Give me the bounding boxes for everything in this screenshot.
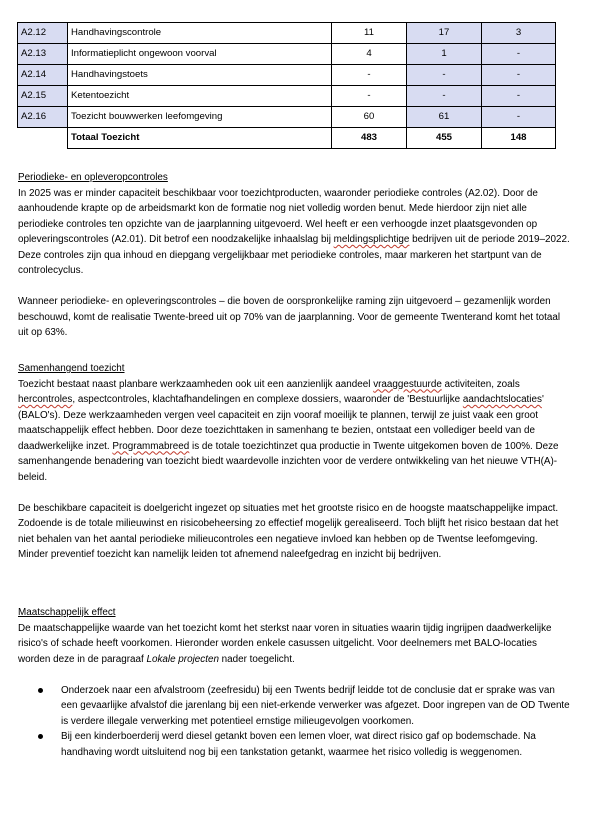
row-value-3: - [482,44,556,65]
table-row [18,65,556,86]
section-heading: Maatschappelijk effect [18,607,116,618]
text-run: ' (BALO's). Deze werkzaamheden vergen veel capaciteit en zijn vooraf moeilijk te plannen, terwijl ze juist vaak een groot maatschappelijk effect hebben. Door deze toezichttaken in samenhang te bezien, ontstaat een vollediger beeld van de daadwerkelijke inzet. [18,394,544,452]
section-periodieke [18,170,570,341]
table-row [18,107,556,128]
section-maatschappelijk [18,605,570,760]
spellcheck-word: aandachtslocaties [462,394,542,405]
table-row [18,23,556,44]
total-label: Totaal Toezicht [68,128,332,149]
bullet-icon [38,688,43,693]
row-value-2: - [407,86,482,107]
text-run: , aspectcontroles, klachtafhandelingen en complexe dossiers, waaronder de 'Bestuurlijke [72,394,463,405]
text-run: In 2025 was er minder capaciteit beschikbaar voor toezichtproducten, waaronder periodieke controles (A2.02). Door de aanhoudende krapte op de arbeidsmarkt kon de formatie nog niet volledig worden benut. Mede hierdoor zijn niet alle periodieke controles ten opzichte van de jaarplanning uitgevoerd. Wel heeft er een verhoogde inzet plaatsgevonden op opleveringscontroles (A2.01). Dit betrof een noodzakelijke inhaalslag bij [18,187,538,245]
text-run: Toezicht bestaat naast planbare werkzaamheden ook uit een aanzienlijk aandeel [18,378,374,390]
total-value-1: 483 [332,128,407,149]
paragraph [18,377,570,486]
row-label: Handhavingstoets [68,65,332,86]
list-item-text: Bij een kinderboerderij werd diesel getankt boven een lemen vloer, wat direct risico gaf op bodemschade. Na handhaving wordt uitsluitend nog bij een tankstation getankt, waarmee het risico volledig is weggenomen. [61,731,536,758]
row-code: A2.12 [18,23,68,44]
row-label: Ketentoezicht [68,86,332,107]
row-code: A2.15 [18,86,68,107]
paragraph: De beschikbare capaciteit is doelgericht ingezet op situaties met het grootste risico en de hoogste maatschappelijke impact. Zodoende is de totale milieuwinst en risicobeheersing zo effectief mogelijk gerealiseerd. Toch blijft het risico bestaan dat het niet behalen van het aantal periodieke milieucontroles een negatieve invloed kan hebben op de Twentse leefomgeving. Minder preventief toezicht kan namelijk leiden tot afnemend naleefgedrag en inzicht bij bedrijven. [18,502,559,560]
paragraph: Wanneer periodieke- en opleveringscontroles – die boven de oorspronkelijke raming zijn uitgevoerd – gezamenlijk worden beschouwd, komt de realisatie Twente-breed uit op 70% van de jaarplanning. Voor de gemeente Twenterand komt het totaal uit op 63%. [18,296,561,338]
text-run: bedrijven uit de periode 2019–2022. Deze controles zijn qua inhoud en diepgang vergelijkbaar met periodieke controles, maar markeren het startpunt van de controlecyclus. [18,234,570,276]
row-value-3: - [482,86,556,107]
row-code: A2.14 [18,65,68,86]
paragraph [18,621,570,668]
bullet-list [18,683,570,761]
spellcheck-word: Programmabreed [112,440,190,452]
section-samenhangend [18,361,570,563]
bullet-icon [38,734,43,739]
section-heading: Periodieke- en opleveropcontroles [18,172,168,183]
list-item-text: Onderzoek naar een afvalstroom (zeefresidu) bij een Twents bedrijf leidde tot de conclusie dat er sprake was van een gevaarlijke afvalstof die jarenlang bij een niet-erkende verwerker was afgezet. Door ingrepen van de OD Twente is verdere illegale verwerking met potentieel ernstige milieugevolgen voorkomen. [61,684,570,727]
row-value-2: 17 [407,23,482,44]
section-heading: Samenhangend toezicht [18,363,125,374]
table-total-row [18,128,556,149]
paragraph [18,186,570,279]
text-run: nader toegelicht. [218,653,295,665]
table-row [18,44,556,65]
row-value-1: - [332,86,407,107]
row-value-1: - [332,65,407,86]
row-value-2: 1 [407,44,482,65]
table-row [18,86,556,107]
row-value-2: 61 [407,107,482,128]
spellcheck-word: meldingsplichtige [333,234,410,245]
row-value-3: 3 [482,23,556,44]
row-value-2: - [407,65,482,86]
total-spacer [18,128,68,149]
text-run: De maatschappelijke waarde van het toezicht komt het sterkst naar voren in situaties waarin tijdig ingrijpen daadwerkelijke risico's of schade heeft voorkomen. Hieronder worden enkele casussen uitgelicht. Voor deelnemers met BALO-locaties worden deze in de paragraaf [18,622,552,665]
spellcheck-word: hercontroles [18,394,73,405]
row-value-3: - [482,107,556,128]
text-run: is de totale toezichtinzet qua productie in Twente uitgekomen boven de 100%. Deze samenhangende benadering van toezicht biedt waardevolle inzichten voor de verdere ontwikkeling van het nieuwe VTH(A)-beleid. [18,440,559,483]
emphasis-text: Lokale projecten [146,653,219,665]
list-item [18,729,570,760]
row-label: Handhavingscontrole [68,23,332,44]
row-value-1: 4 [332,44,407,65]
total-value-2: 455 [407,128,482,149]
total-value-3: 148 [482,128,556,149]
row-code: A2.13 [18,44,68,65]
row-value-3: - [482,65,556,86]
toezicht-table [17,22,556,149]
row-value-1: 11 [332,23,407,44]
row-label: Informatieplicht ongewoon voorval [68,44,332,65]
row-code: A2.16 [18,107,68,128]
text-run: activiteiten, zoals [441,378,520,390]
list-item [18,683,570,730]
row-label: Toezicht bouwwerken leefomgeving [68,107,332,128]
spellcheck-word: vraaggestuurde [373,378,442,390]
row-value-1: 60 [332,107,407,128]
